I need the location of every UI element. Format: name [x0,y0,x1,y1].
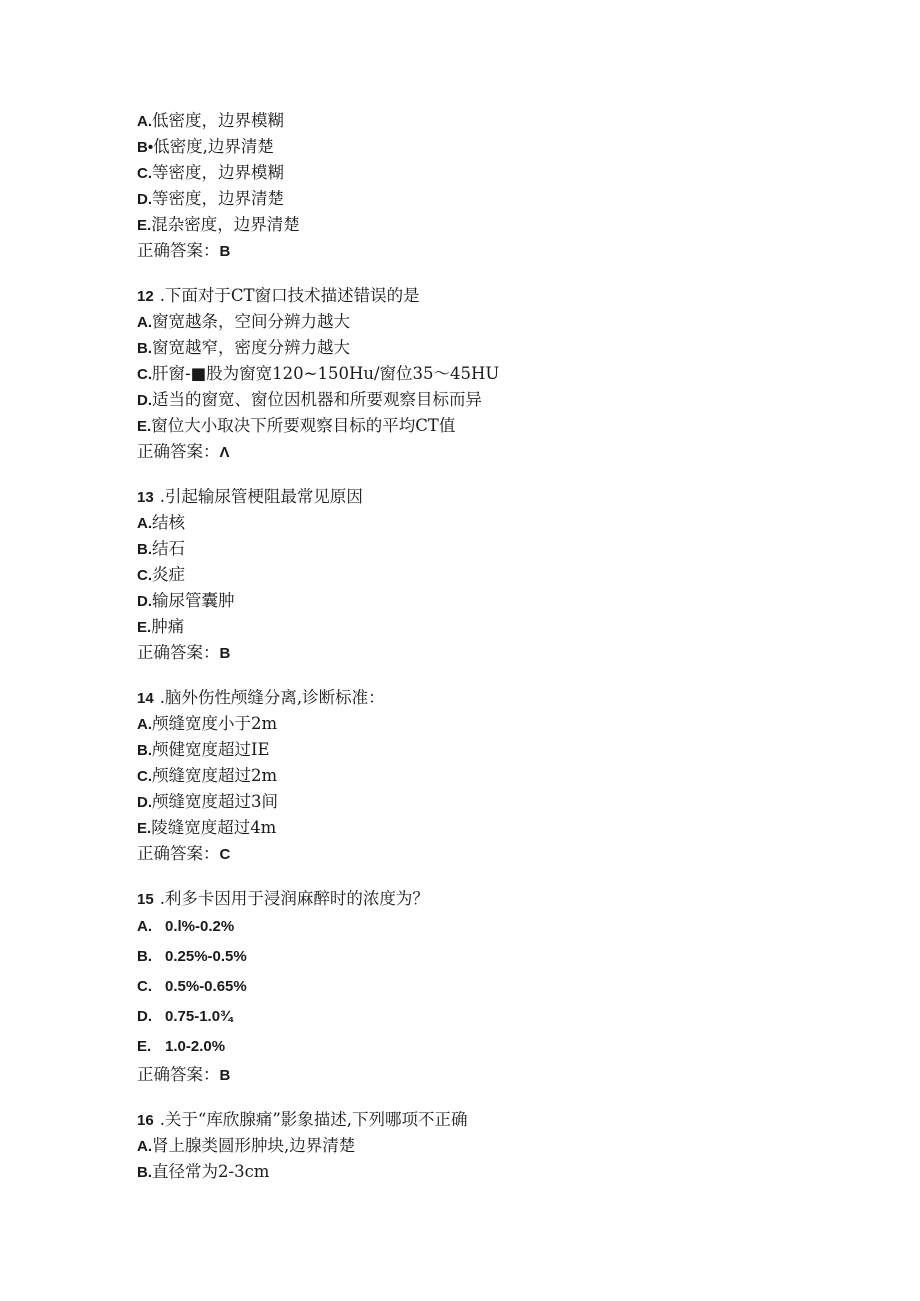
correct-answer: 正确答案：Λ [137,442,230,461]
question-stem: 13 .引起输尿管梗阻最常见原因 [137,487,363,506]
option-a: A.窗宽越条，空间分辨力越大 [137,312,350,331]
document-page [137,108,857,1204]
option-b: B.直径常为2-3cm [137,1162,270,1181]
option-c: C.炎症 [137,565,185,584]
option-d: D.等密度，边界清楚 [137,189,284,208]
question-15 [137,886,857,1088]
option-c: C.等密度，边界模糊 [137,163,284,182]
option-b: B. 0.25%-0.5% [137,948,247,965]
option-e: E.窗位大小取决下所要观察目标的平均CT值 [137,416,456,435]
question-16 [137,1107,857,1185]
correct-answer: 正确答案：B [137,643,231,662]
option-e: E.肿痛 [137,617,185,636]
question-stem: 16 .关于“库欣腺痛”影象描述,下列哪项不正确 [137,1110,468,1129]
option-a: A.低密度，边界模糊 [137,111,284,130]
option-d: D. 0.75-1.0¾ [137,1008,233,1025]
question-stem: 15 .利多卡因用于浸润麻醉时的浓度为？ [137,889,429,908]
option-a: A.肾上腺类圆形肿块,边界清楚 [137,1136,356,1155]
question-stem: 14 .脑外伤性颅缝分离,诊断标准： [137,688,385,707]
option-d: D.适当的窗宽、窗位因机器和所要观察目标而异 [137,390,482,409]
question-12 [137,283,857,465]
option-d: D.输尿管囊肿 [137,591,235,610]
question-14 [137,685,857,867]
option-e: E.混杂密度，边界清楚 [137,215,300,234]
option-e: E.陵缝宽度超过4m [137,818,277,837]
option-d: D.颅缝宽度超过3间 [137,792,278,811]
correct-answer: 正确答案：C [137,844,231,863]
question-stem: 12 .下面对于CT窗口技术描述错误的是 [137,286,420,305]
option-a: A. 0.l%-0.2% [137,918,235,935]
option-b: B.窗宽越窄，密度分辨力越大 [137,338,350,357]
question-13 [137,484,857,666]
correct-answer: 正确答案：B [137,241,231,260]
option-c: C.肝窗-■股为窗宽120~150Hu/窗位35〜45HU [137,364,500,383]
option-c: C. 0.5%-0.65% [137,978,247,995]
option-e: E. 1.0-2.0% [137,1038,226,1055]
option-c: C.颅缝宽度超过2m [137,766,278,785]
correct-answer: 正确答案：B [137,1065,231,1084]
option-b: B•低密度,边界清楚 [137,137,274,156]
option-b: B.颅健宽度超过IE [137,740,270,759]
option-a: A.颅缝宽度小于2m [137,714,278,733]
option-a: A.结核 [137,513,185,532]
question-11 [137,108,857,264]
option-b: B.结石 [137,539,185,558]
